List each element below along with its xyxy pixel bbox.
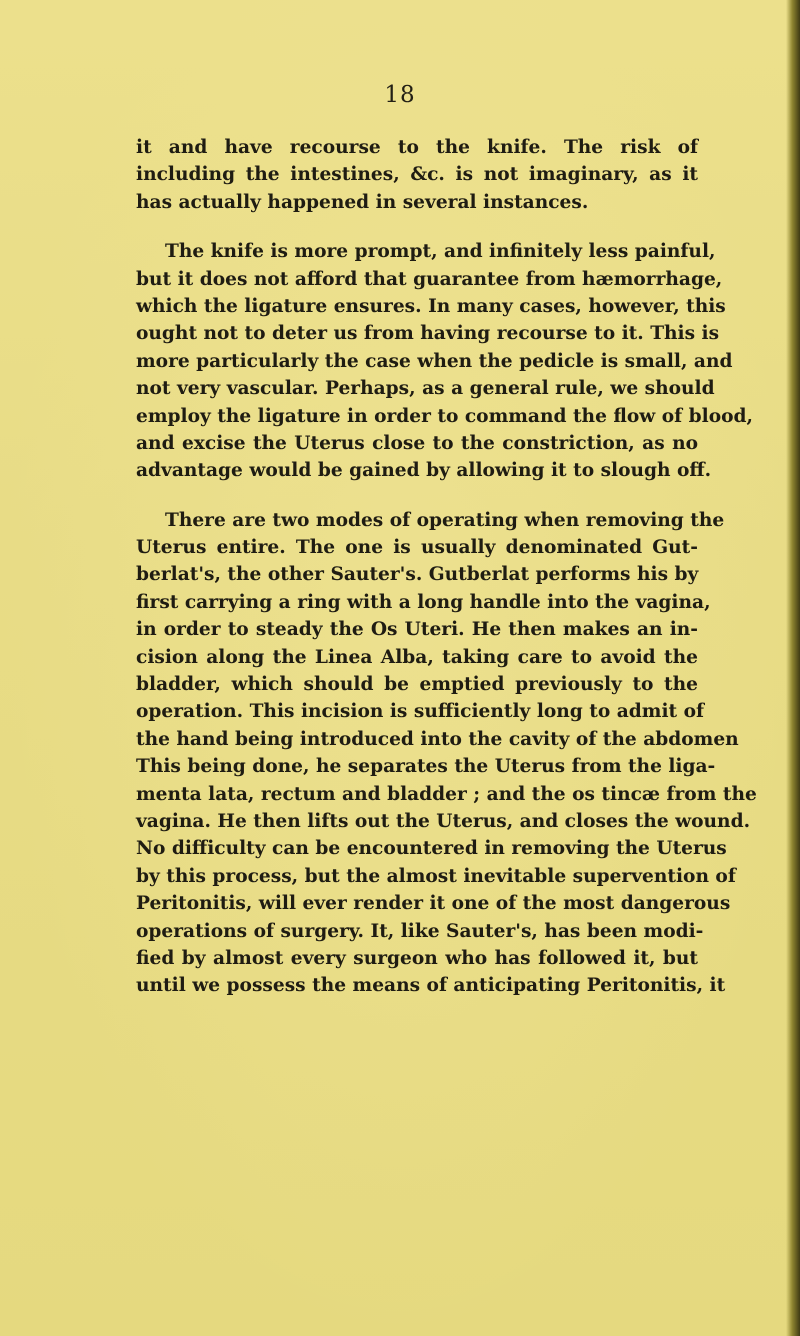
text-line: menta lata, rectum and bladder ; and the os tincæ from the xyxy=(136,783,757,805)
text-line: in order to steady the Os Uteri. He then makes an in- xyxy=(136,619,698,641)
text-line: first carrying a ring with a long handle into the vagina, xyxy=(136,591,711,613)
text-line: bladder, which should be emptied previously to the xyxy=(136,674,698,696)
text-line: not very vascular. Perhaps, as a general rule, we should xyxy=(136,378,715,400)
text-line: vagina. He then lifts out the Uterus, and closes the wound. xyxy=(136,810,751,832)
text-line: fied by almost every surgeon who has followed it, but xyxy=(136,947,698,969)
text-line: Peritonitis, will ever render it one of the most dangerous xyxy=(136,893,731,915)
text-line: the hand being introduced into the cavity of the abdomen xyxy=(136,728,739,750)
body-text xyxy=(136,134,757,1000)
paragraph-spacer xyxy=(136,485,698,507)
text-line: No difficulty can be encountered in removing the Uterus xyxy=(136,838,727,860)
text-line: Uterus entire. The one is usually denominated Gut- xyxy=(136,537,698,559)
text-line: until we possess the means of anticipating Peritonitis, it xyxy=(136,975,726,997)
text-line: ought not to deter us from having recourse to it. This is xyxy=(136,323,720,345)
text-line: it and have recourse to the knife. The risk of xyxy=(136,137,698,158)
text-line: The knife is more prompt, and infinitely less painful, xyxy=(165,241,716,263)
text-line: There are two modes of operating when removing the xyxy=(165,509,725,531)
text-line: and excise the Uterus close to the constriction, as no xyxy=(136,432,698,454)
text-line: berlat's, the other Sauter's. Gutberlat performs his by xyxy=(136,564,699,586)
paragraph-1 xyxy=(136,134,698,216)
text-line: by this process, but the almost inevitable supervention of xyxy=(136,865,736,887)
text-line: operation. This incision is sufficiently long to admit of xyxy=(136,701,704,723)
text-line: has actually happened in several instances. xyxy=(136,191,589,213)
page-number: 18 xyxy=(384,82,416,108)
text-line: This being done, he separates the Uterus from the liga- xyxy=(136,756,716,778)
paragraph-3 xyxy=(136,507,757,1000)
text-line: employ the ligature in order to command the flow of blood, xyxy=(136,405,753,427)
text-line: including the intestines, &c. is not imaginary, as it xyxy=(136,164,698,186)
text-line: advantage would be gained by allowing it to slough off. xyxy=(136,460,712,482)
text-line: cision along the Linea Alba, taking care to avoid the xyxy=(136,646,698,668)
paragraph-2 xyxy=(136,238,753,485)
text-line: but it does not afford that guarantee from hæmorrhage, xyxy=(136,268,723,290)
page-edge-shadow xyxy=(786,0,800,1336)
text-line: more particularly the case when the pedicle is small, and xyxy=(136,350,733,372)
text-line: operations of surgery. It, like Sauter's, has been modi- xyxy=(136,920,704,942)
paragraph-spacer xyxy=(136,216,698,238)
text-line: which the ligature ensures. In many cases, however, this xyxy=(136,295,726,317)
